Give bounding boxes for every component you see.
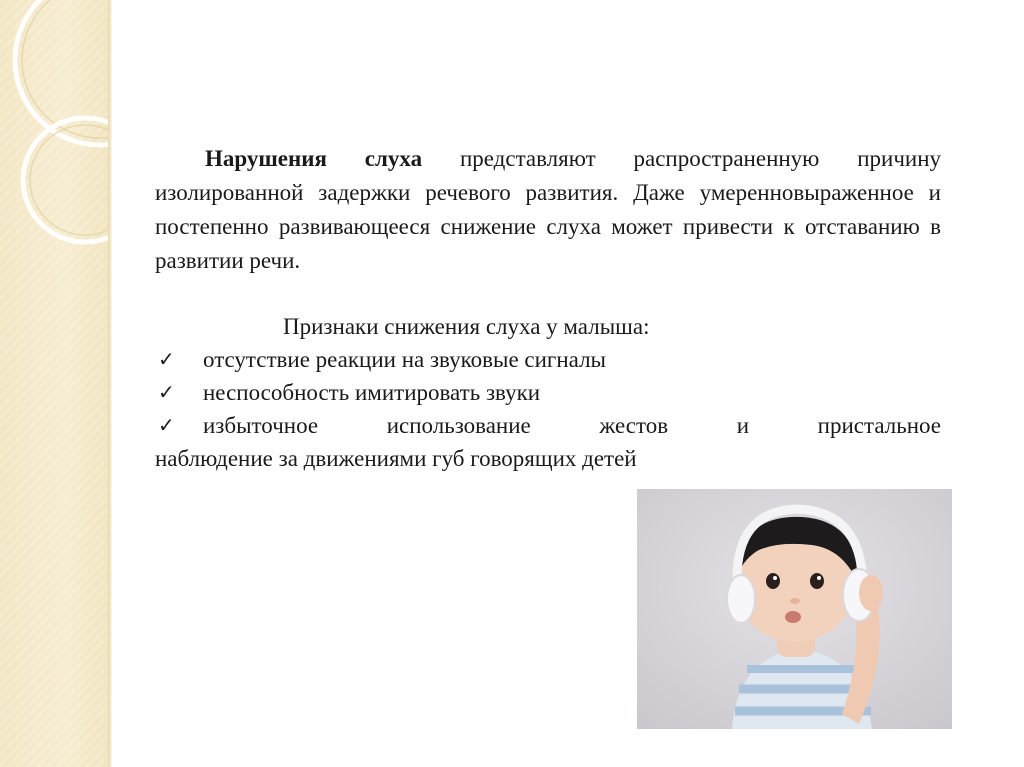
list-item-continuation: наблюдение за движениями губ говорящих детей xyxy=(155,446,637,471)
band-edge-divider xyxy=(108,0,112,767)
list-item xyxy=(155,343,941,376)
decorative-side-band xyxy=(0,0,110,767)
list-item-text: неспособность имитировать звуки xyxy=(203,380,541,405)
list-item xyxy=(155,376,941,409)
checkmark-icon: ✓ xyxy=(158,380,175,404)
checkmark-icon: ✓ xyxy=(158,413,175,437)
slide-text xyxy=(155,142,941,475)
list-item-text: избыточное использование жестов и пристальное xyxy=(203,413,941,438)
checkmark-icon: ✓ xyxy=(158,347,175,371)
signs-title: Признаки снижения слуха у малыша: xyxy=(283,314,650,339)
ring-decoration xyxy=(0,0,110,767)
intro-text: представляют распространенную причину изолированной задержки речевого развития. Даже умеренновыраженное и постепенно развивающееся снижение слуха может привести к отставанию в развитии речи. xyxy=(155,146,942,273)
photo-illustration xyxy=(637,489,952,729)
list-item xyxy=(155,409,941,442)
list-item-text: отсутствие реакции на звуковые сигналы xyxy=(203,347,607,372)
bold-lead: Нарушения слуха xyxy=(205,146,423,171)
child-with-headphones-photo xyxy=(637,489,952,729)
intro-paragraph xyxy=(155,142,941,278)
